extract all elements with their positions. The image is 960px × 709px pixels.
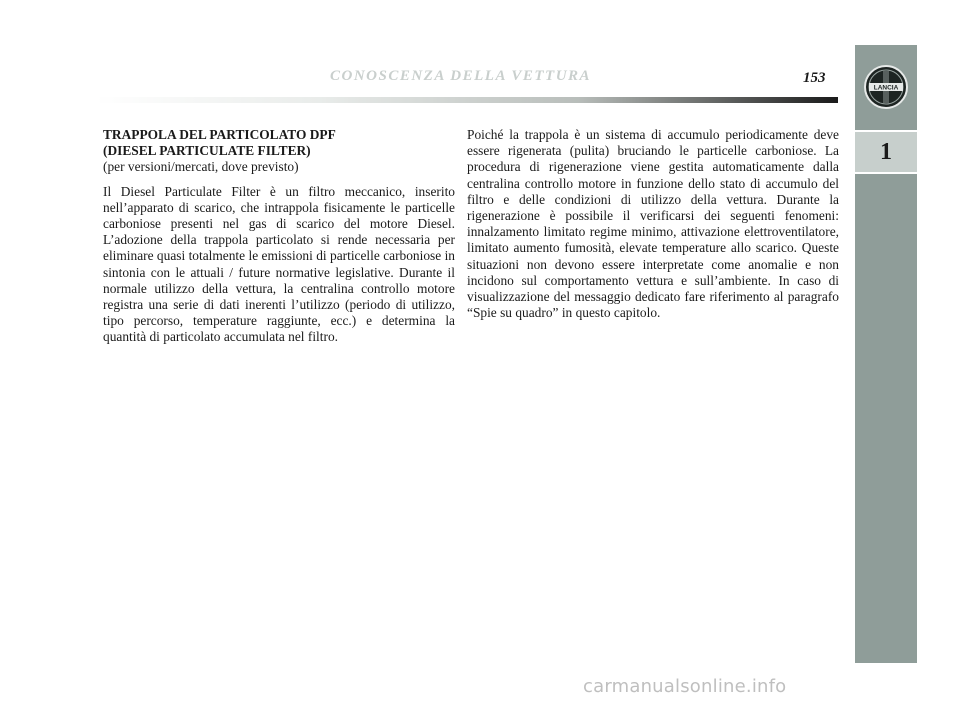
watermark: carmanualsonline.info (583, 676, 787, 697)
section-subheading: (per versioni/mercati, dove previsto) (103, 159, 299, 175)
left-paragraph: Il Diesel Particulate Filter è un filtro meccanico, inserito nell’apparato di scarico, che intrappola fisicamente le particelle carboniose presenti nel gas di scarico del motore Diesel. L’adozione della trappola particolato si rende necessaria per eliminare quasi totalmente le emissioni di particelle carboniose in sintonia con le attuali / future normative legislative. Durante il normale utilizzo della vettura, la centralina controllo motore registra una serie di dati inerenti l’utilizzo (periodo di utilizzo, tipo percorso, temperature raggiunte, ecc.) e determina la quantità di particolato accumulata nel filtro. (103, 183, 455, 345)
section-heading-line2: (DIESEL PARTICULATE FILTER) (103, 143, 311, 159)
right-column (467, 127, 839, 321)
brand-logo-tab (855, 45, 917, 128)
chapter-number: 1 (880, 138, 892, 165)
lancia-logo-icon (862, 63, 910, 111)
running-header-title: CONOSCENZA DELLA VETTURA (330, 68, 592, 84)
page-number: 153 (803, 70, 826, 86)
left-column (103, 127, 455, 346)
chapter-tab (855, 130, 917, 174)
right-paragraph: Poiché la trappola è un sistema di accumulo periodicamente deve essere rigenerata (pulita) bruciando le particelle carboniose. La procedura di rigenerazione viene gestita automaticamente dalla centralina controllo motore in funzione dello stato di accumulo del filtro e delle condizioni di utilizzo della vettura. Durante la rigenerazione è possibile il verificarsi dei seguenti fenomeni: innalzamento limitato regime minimo, attivazione elettroventilatore, limitato aumento fumosità, elevate temperature allo scarico. Queste situazioni non devono essere interpretate come anomalie e non incidono sul comportamento vettura e sull’ambiente. In caso di visualizzazione del messaggio dedicato fare riferimento al paragrafo “Spie su quadro” in questo capitolo. (467, 127, 839, 321)
header-rule (96, 97, 838, 103)
section-heading-line1: TRAPPOLA DEL PARTICOLATO DPF (103, 127, 336, 142)
logo-text: LANCIA (873, 84, 899, 91)
